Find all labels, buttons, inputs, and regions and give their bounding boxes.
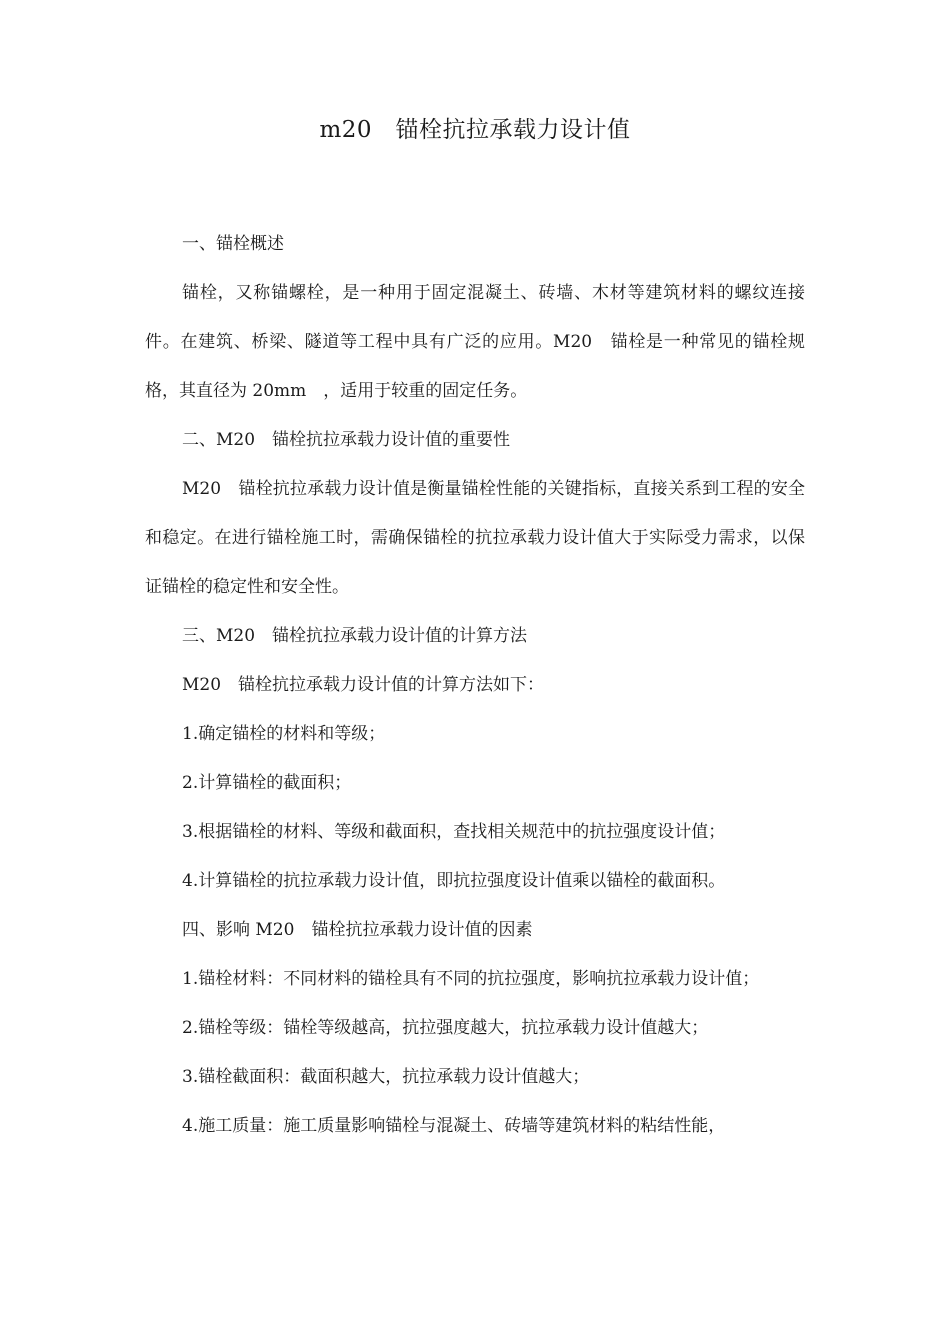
document-body <box>145 220 805 1151</box>
list-item-method-step: 3.根据锚栓的材料、等级和截面积，查找相关规范中的抗拉强度设计值； <box>182 822 726 842</box>
paragraph-importance: M20 锚栓抗拉承载力设计值是衡量锚栓性能的关键指标，直接关系到工程的安全和稳定。在进行锚栓施工时，需确保锚栓的抗拉承载力设计值大于实际受力需求，以保证锚栓的稳定性和安全性。 <box>145 479 805 597</box>
list-item-method-step: 1.确定锚栓的材料和等级； <box>182 724 386 744</box>
section-heading-method: 三、M20 锚栓抗拉承载力设计值的计算方法 <box>182 626 528 646</box>
list-item-factor: 4.施工质量：施工质量影响锚栓与混凝土、砖墙等建筑材料的粘结性能， <box>182 1116 726 1136</box>
list-item-factor: 2.锚栓等级：锚栓等级越高，抗拉强度越大，抗拉承载力设计值越大； <box>182 1018 709 1038</box>
paragraph-method-intro: M20 锚栓抗拉承载力设计值的计算方法如下： <box>182 675 545 695</box>
list-item-factor: 1.锚栓材料：不同材料的锚栓具有不同的抗拉强度，影响抗拉承载力设计值； <box>182 969 760 989</box>
section-heading-overview: 一、锚栓概述 <box>182 234 284 254</box>
list-item-method-step: 4.计算锚栓的抗拉承载力设计值，即抗拉强度设计值乘以锚栓的截面积。 <box>182 871 726 891</box>
list-item-method-step: 2.计算锚栓的截面积； <box>182 773 352 793</box>
list-item-factor: 3.锚栓截面积：截面积越大，抗拉承载力设计值越大； <box>182 1067 590 1087</box>
section-heading-importance: 二、M20 锚栓抗拉承载力设计值的重要性 <box>182 430 511 450</box>
section-heading-factors: 四、影响 M20 锚栓抗拉承载力设计值的因素 <box>182 920 533 940</box>
document-title: m20 锚栓抗拉承载力设计值 <box>319 117 631 143</box>
paragraph-overview: 锚栓，又称锚螺栓，是一种用于固定混凝土、砖墙、木材等建筑材料的螺纹连接件。在建筑、桥梁、隧道等工程中具有广泛的应用。M20 锚栓是一种常见的锚栓规格，其直径为 20mm ，适用于较重的固定任务。 <box>145 283 805 401</box>
